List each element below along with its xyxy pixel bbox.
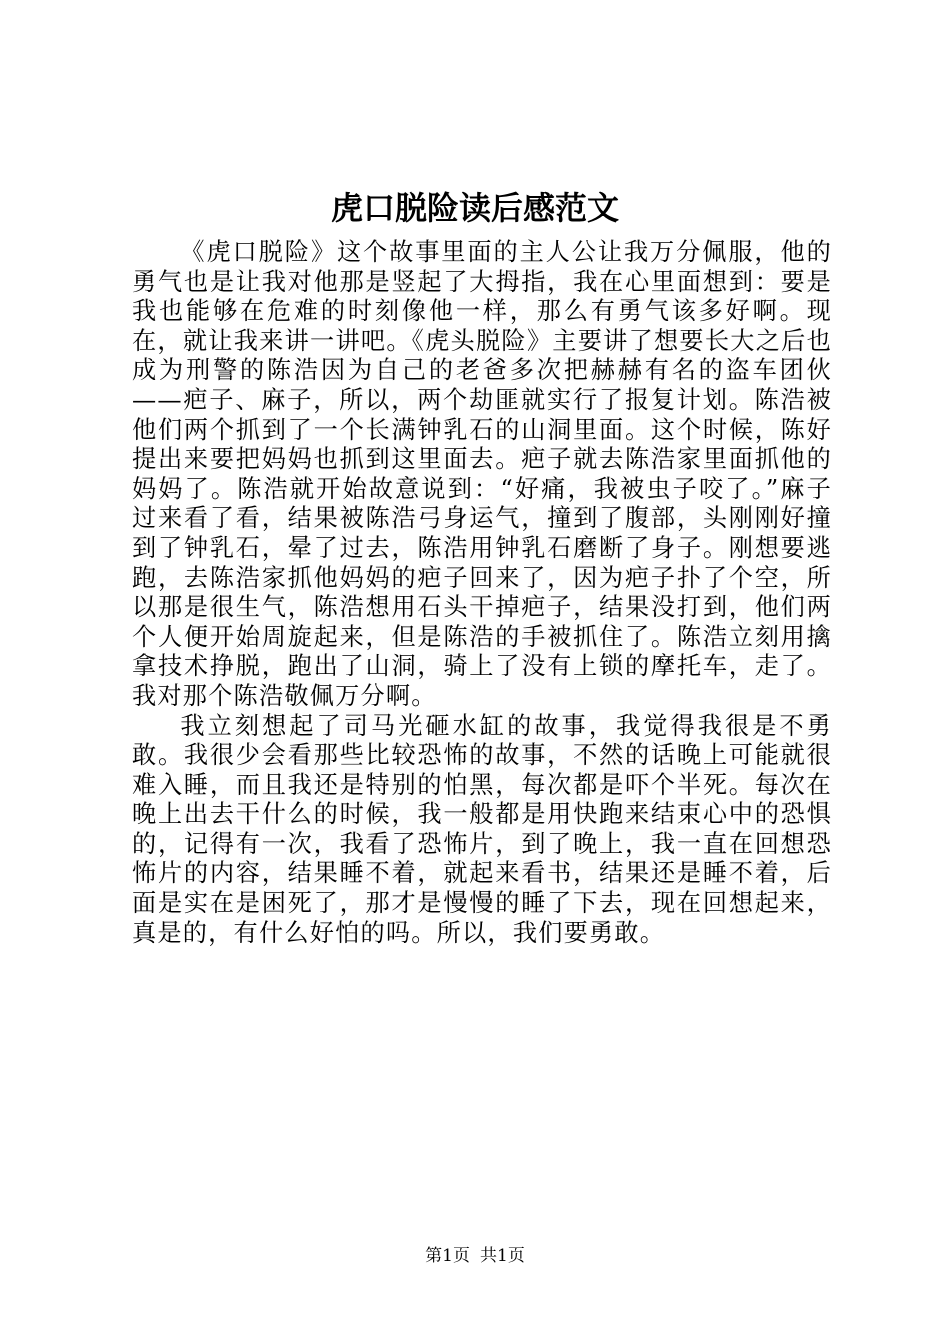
paragraph-2: 我立刻想起了司马光砸水缸的故事，我觉得我很是不勇敢。我很少会看那些比较恐怖的故事，不然的话晚上可能就很难入睡，而且我还是特别的怕黑，每次都是吓个半死。每次在晚上出去干什么的时候，我一般都是用快跑来结束心中的恐惧的，记得有一次，我看了恐怖片，到了晚上，我一直在回想恐怖片的内容，结果睡不着，就起来看书，结果还是睡不着，后面是实在是困死了，那才是慢慢的睡了下去，现在回想起来，真是的，有什么好怕的吗。所以，我们要勇敢。 — [132, 711, 832, 947]
document-title: 虎口脱险读后感范文 — [330, 189, 619, 227]
paragraph-1: 《虎口脱险》这个故事里面的主人公让我万分佩服，他的勇气也是让我对他那是竖起了大拇指，我在心里面想到：要是我也能够在危难的时刻像他一样，那么有勇气该多好啊。现在，就让我来讲一讲吧。《虎头脱险》主要讲了想要长大之后也成为刑警的陈浩因为自己的老爸多次把赫赫有名的盗车团伙——疤子、麻子，所以，两个劫匪就实行了报复计划。陈浩被他们两个抓到了一个长满钟乳石的山洞里面。这个时候，陈好提出来要把妈妈也抓到这里面去。疤子就去陈浩家里面抓他的妈妈了。陈浩就开始故意说到：“好痛，我被虫子咬了。”麻子过来看了看，结果被陈浩弓身运气，撞到了腹部，头刚刚好撞到了钟乳石，晕了过去，陈浩用钟乳石磨断了身子。刚想要逃跑，去陈浩家抓他妈妈的疤子回来了，因为疤子扑了个空，所以那是很生气，陈浩想用石头干掉疤子，结果没打到，他们两个人便开始周旋起来，但是陈浩的手被抓住了。陈浩立刻用擒拿技术挣脱，跑出了山洞，骑上了没有上锁的摩托车，走了。我对那个陈浩敬佩万分啊。 — [132, 238, 832, 710]
document-body — [132, 238, 832, 948]
page-footer — [0, 1244, 950, 1268]
page-total: 共1页 — [480, 1246, 525, 1266]
page-number: 第1页 — [425, 1246, 470, 1266]
